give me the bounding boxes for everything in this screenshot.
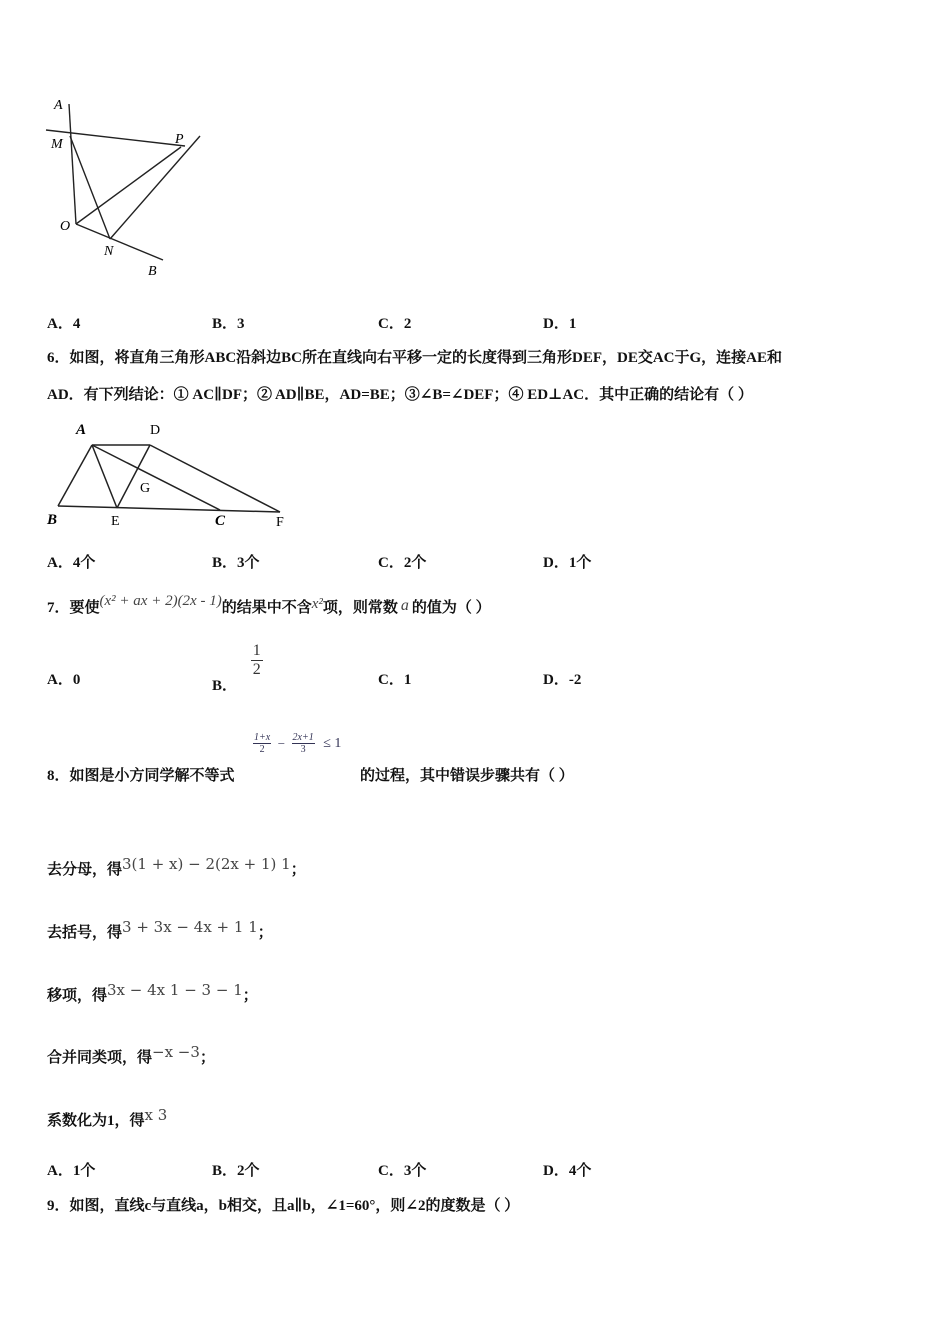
step-label: 去分母，得 — [47, 862, 123, 878]
label-n: N — [104, 244, 114, 259]
q7-option-a: A．0 — [47, 672, 81, 688]
q7-prefix: 7．要使 — [47, 600, 100, 616]
q5-option-a: A．4 — [47, 316, 81, 332]
ineq-num2: 2x+1 — [292, 732, 314, 743]
q8-step-2 — [47, 918, 273, 942]
label-a: A — [76, 422, 87, 438]
q9-text: 9．如图，直线c与直线a，b相交，且a∥b，∠1=60°，则∠2的度数是（ ） — [47, 1198, 520, 1214]
label-e: E — [111, 514, 120, 529]
line-on-b — [76, 224, 163, 260]
step-label: 合并同类项，得 — [47, 1050, 153, 1066]
ineq-den2: 3 — [300, 744, 306, 755]
q8-option-b: B．2个 — [212, 1163, 260, 1179]
step-label: 移项，得 — [47, 988, 108, 1004]
label-m: M — [51, 137, 63, 152]
step-math: 3x − 4x 1 − 3 − 1 — [107, 981, 243, 999]
segment-ac — [92, 445, 220, 510]
segment-de — [117, 445, 150, 508]
q8-step-4 — [47, 1043, 215, 1067]
step-end: ； — [290, 862, 306, 878]
step-math: 3 + 3x − 4x + 1 1 — [122, 918, 258, 936]
q8-suffix: 的过程，其中错误步骤共有（ ） — [360, 768, 574, 784]
q7-term: x² — [311, 596, 323, 612]
label-b: B — [148, 264, 157, 279]
label-g: G — [140, 481, 151, 496]
q8-step-5 — [47, 1106, 168, 1130]
line-op — [76, 147, 181, 224]
q7-mid2: 项，则常数 — [322, 600, 398, 616]
step-end: ； — [242, 988, 258, 1004]
q6-option-b: B．3个 — [212, 555, 260, 571]
step-end: ； — [257, 925, 273, 941]
label-o: O — [60, 219, 71, 234]
q7-text — [47, 593, 491, 617]
q5-option-d: D．1 — [543, 316, 577, 332]
ineq-num1: 1+x — [254, 732, 271, 743]
step-label: 去括号，得 — [47, 925, 123, 941]
q7-variable: a — [400, 597, 409, 614]
q8-step-1 — [47, 855, 306, 879]
label-d: D — [150, 423, 161, 438]
q7-mid: 的结果中不含 — [221, 600, 312, 616]
segment-ab — [58, 445, 92, 506]
ineq-relation: ≤ 1 — [323, 735, 342, 751]
label-a: A — [54, 98, 63, 113]
q7-option-b-label: B． — [212, 677, 238, 694]
segment-ae — [92, 445, 117, 508]
fraction-numerator: 1 — [252, 642, 261, 659]
q8-inequality: $\frac{1+x}{2}$ − $\frac{2x+1}{3}$ ≤ 1 — [254, 732, 342, 755]
step-math: 3(1 + x) − 2(2x + 1) 1 — [122, 855, 291, 873]
q8-step-3 — [47, 981, 258, 1005]
label-b: B — [47, 512, 58, 528]
label-f: F — [276, 515, 284, 530]
step-math: −x −3 — [152, 1043, 200, 1061]
segment-bf — [58, 506, 280, 512]
label-p: P — [175, 132, 184, 147]
ineq-den1: 2 — [259, 744, 265, 755]
q6-option-d: D．1个 — [543, 555, 592, 571]
q8-prefix: 8．如图是小方同学解不等式 — [47, 768, 235, 784]
q7-option-b-fraction — [251, 642, 263, 679]
q7-option-d: D．-2 — [543, 672, 582, 688]
q7-expression: (x² + ax + 2)(2x - 1) — [99, 593, 222, 609]
q7-option-c: C．1 — [378, 672, 412, 688]
step-math: x 3 — [144, 1106, 168, 1124]
step-label: 系数化为1，得 — [47, 1113, 145, 1129]
q8-option-a: A．1个 — [47, 1163, 96, 1179]
q6-text-line1: 6．如图，将直角三角形ABC沿斜边BC所在直线向右平移一定的长度得到三角形DEF，DE交AC于G，连接AE和 — [47, 350, 783, 366]
fraction-denominator: 2 — [252, 661, 261, 678]
q5-option-c: C．2 — [378, 316, 412, 332]
q5-option-b: B．3 — [212, 316, 245, 332]
q6-text-line2: AD．有下列结论：① AC∥DF；② AD∥BE，AD=BE；③∠B=∠DEF；④ ED⊥AC．其中正确的结论有（ ） — [47, 387, 753, 403]
step-end: ； — [199, 1050, 215, 1066]
line-ao — [69, 104, 76, 224]
q8-option-c: C．3个 — [378, 1163, 427, 1179]
q7-suffix: 的值为（ ） — [411, 600, 491, 616]
figure-q6 — [40, 418, 300, 533]
q6-option-a: A．4个 — [47, 555, 96, 571]
q7-option-b — [212, 642, 263, 694]
segment-df — [150, 445, 280, 512]
line-np — [110, 136, 200, 239]
label-c: C — [215, 513, 226, 529]
figure-q5 — [40, 92, 210, 287]
line-mp — [46, 130, 185, 146]
q6-option-c: C．2个 — [378, 555, 427, 571]
q8-option-d: D．4个 — [543, 1163, 592, 1179]
